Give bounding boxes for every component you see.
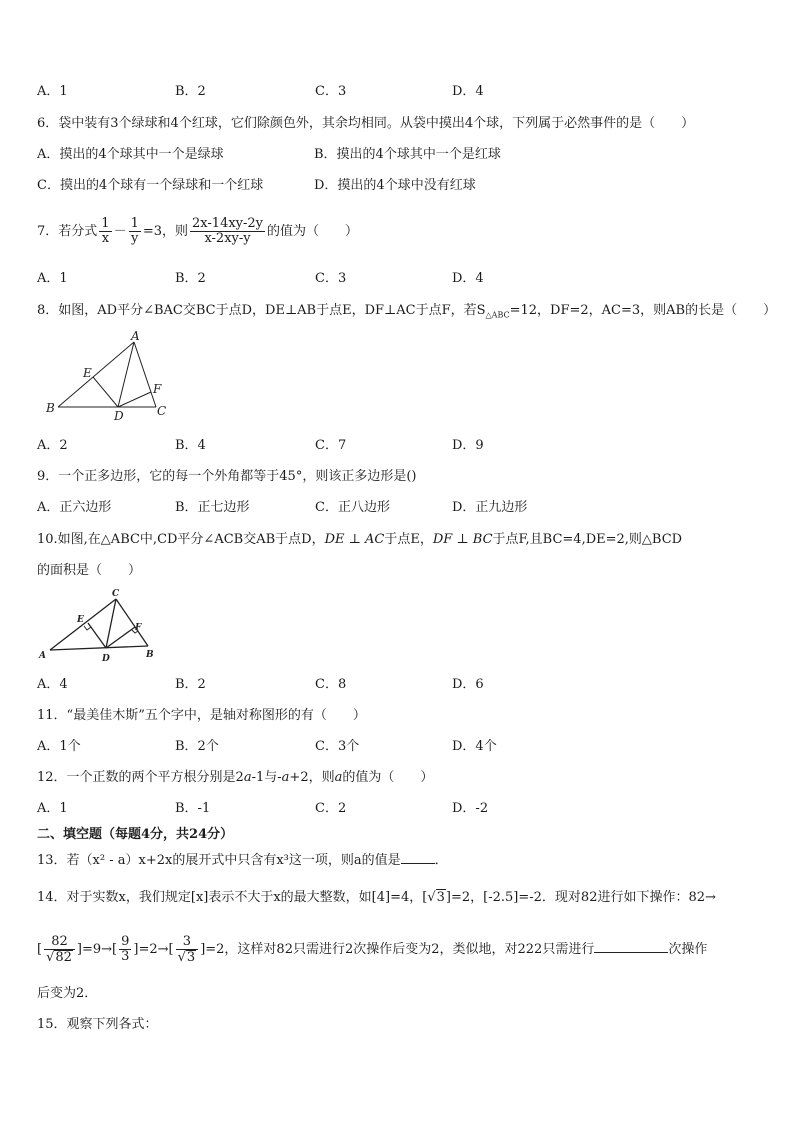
q11-option-d: D．4个 [452,739,497,754]
q4-option-a: A．1 [37,84,68,99]
q6-option-a: A．摸出的4个球其中一个是绿球 [37,147,224,162]
q4-option-c: C．3 [315,84,347,99]
q10-math-de-perp-ac: DE ⊥ AC [324,532,385,547]
q9-stem: 9．一个正多边形，它的每一个外角都等于45°，则该正多边形是() [37,469,417,484]
q10-label-f: F [135,623,142,633]
q8-label-b: B [46,401,55,415]
q9-option-a: A．正六边形 [37,500,112,515]
q10-stem: 10.如图,在△ABC中,CD平分∠ACB交AB于点D，DE ⊥ AC于点E，DF ⊥ BC于点F,且BC=4,DE=2,则△BCD [37,532,683,547]
q10-label-c: C [112,589,120,599]
q11-stem: 11．“最美佳木斯”五个字中，是轴对称图形的有（ ） [37,708,366,723]
q11-option-c: C．3个 [315,739,360,754]
q4-option-b: B．2 [175,84,206,99]
q9-option-d: D．正九边形 [452,500,528,515]
q9-option-b: B．正七边形 [175,500,250,515]
q8-option-d: D．9 [452,438,484,453]
q7-option-c: C．3 [315,271,347,286]
q14-stem-line3: 后变为2． [37,986,98,1001]
q10-option-a: A．4 [37,677,68,692]
q8-option-b: B．4 [175,438,206,453]
q7-frac-1: $\frac{1}{x}$ [101,216,110,246]
q10-option-c: C．8 [315,677,347,692]
q7-suffix: 的值为（ ） [267,224,359,239]
q10-label-d: D [102,654,110,664]
q14-frac-1: $\frac{82}{√82}$ [44,935,75,965]
q13-stem: 13．若（x² - a）x+2x的展开式中只含有x³这一项，则a的值是 ． [37,853,448,868]
q6-stem: 6．袋中装有3个绿球和4个红球，它们除颜色外，其余均相同。从袋中摸出4个球，下列属于必然事件的是（ ） [37,116,695,131]
q8-label-c: C [157,404,167,418]
q11-option-b: B．2个 [175,739,219,754]
q13-answer-blank[interactable] [401,863,435,864]
q10-math-df-perp-bc: DF ⊥ BC [432,532,493,547]
q8-label-f: F [153,382,162,396]
q6-option-b: B．摸出的4个球其中一个是红球 [314,147,501,162]
q8-option-a: A．2 [37,438,68,453]
q14-stem-line1: 14．对于实数x，我们规定[x]表示不大于x的最大整数，如[4]=4，[√3]=2，[-2.5]=-2．现对82进行如下操作：82→ [37,890,716,905]
q15-stem: 15．观察下列各式： [37,1017,158,1032]
q4-option-d: D．4 [452,84,484,99]
q14-answer-blank[interactable] [594,952,668,953]
q11-option-a: A．1个 [37,739,81,754]
q7-frac-2: $\frac{1}{y}$ [130,216,139,246]
q7-frac-3: $\frac{2x-14xy-2y}{x-2xy-y}$ [192,216,264,246]
q10-stem-line2: 的面积是（ ） [37,563,142,578]
q8-triangle-figure [38,330,178,425]
q7-option-d: D．4 [452,271,484,286]
q14-frac-2: $\frac{9}{3}$ [121,934,130,964]
q14-stem-line2: [ $\frac{82}{√82}$ ]=9→[ $\frac{9}{3}$ ]=2→[ $\frac{3}{√3}$ ]=2，这样对82只需进行2次操作后变为2，类似地，对222只需进行 次操作 [37,933,708,965]
section-title-fill-in: 二、填空题（每题4分，共24分） [37,827,234,842]
q7-stem: 7．若分式 $\frac{1}{x}$ － $\frac{1}{y}$ =3，则 $\frac{2x-14xy-2y}{x-2xy-y}$ 的值为（ ） [37,216,359,246]
q9-option-c: C．正八边形 [315,500,390,515]
q8-label-a: A [131,330,140,343]
q8-label-d: D [114,409,124,423]
q8-option-c: C．7 [315,438,347,453]
q12-option-a: A．1 [37,801,68,816]
q7-option-a: A．1 [37,271,68,286]
q10-option-d: D．6 [452,677,484,692]
q10-option-b: B．2 [175,677,206,692]
q6-option-d: D．摸出的4个球中没有红球 [314,178,476,193]
q12-option-c: C．2 [315,801,347,816]
q12-option-d: D．-2 [452,801,489,816]
q12-option-b: B．-1 [175,801,211,816]
q12-stem: 12．一个正数的两个平方根分别是2a-1与-a+2，则a的值为（ ） [37,770,434,785]
q7-prefix: 7．若分式 [37,224,98,239]
q10-label-a: A [39,651,46,661]
q10-label-e: E [77,615,84,625]
q14-frac-3: $\frac{3}{√3}$ [176,935,199,965]
q10-label-b: B [146,650,154,660]
q7-option-b: B．2 [175,271,206,286]
q6-option-c: C．摸出的4个球有一个绿球和一个红球 [37,178,264,193]
q8-label-e: E [83,366,92,380]
q10-triangle-figure [36,586,161,664]
q8-stem: 8．如图，AD平分∠BAC交BC于点D，DE⊥AB于点E，DF⊥AC于点F，若$S_{\triangle ABC}=12$，DF=2，AC=3，则AB的长是（ ） [37,303,777,320]
